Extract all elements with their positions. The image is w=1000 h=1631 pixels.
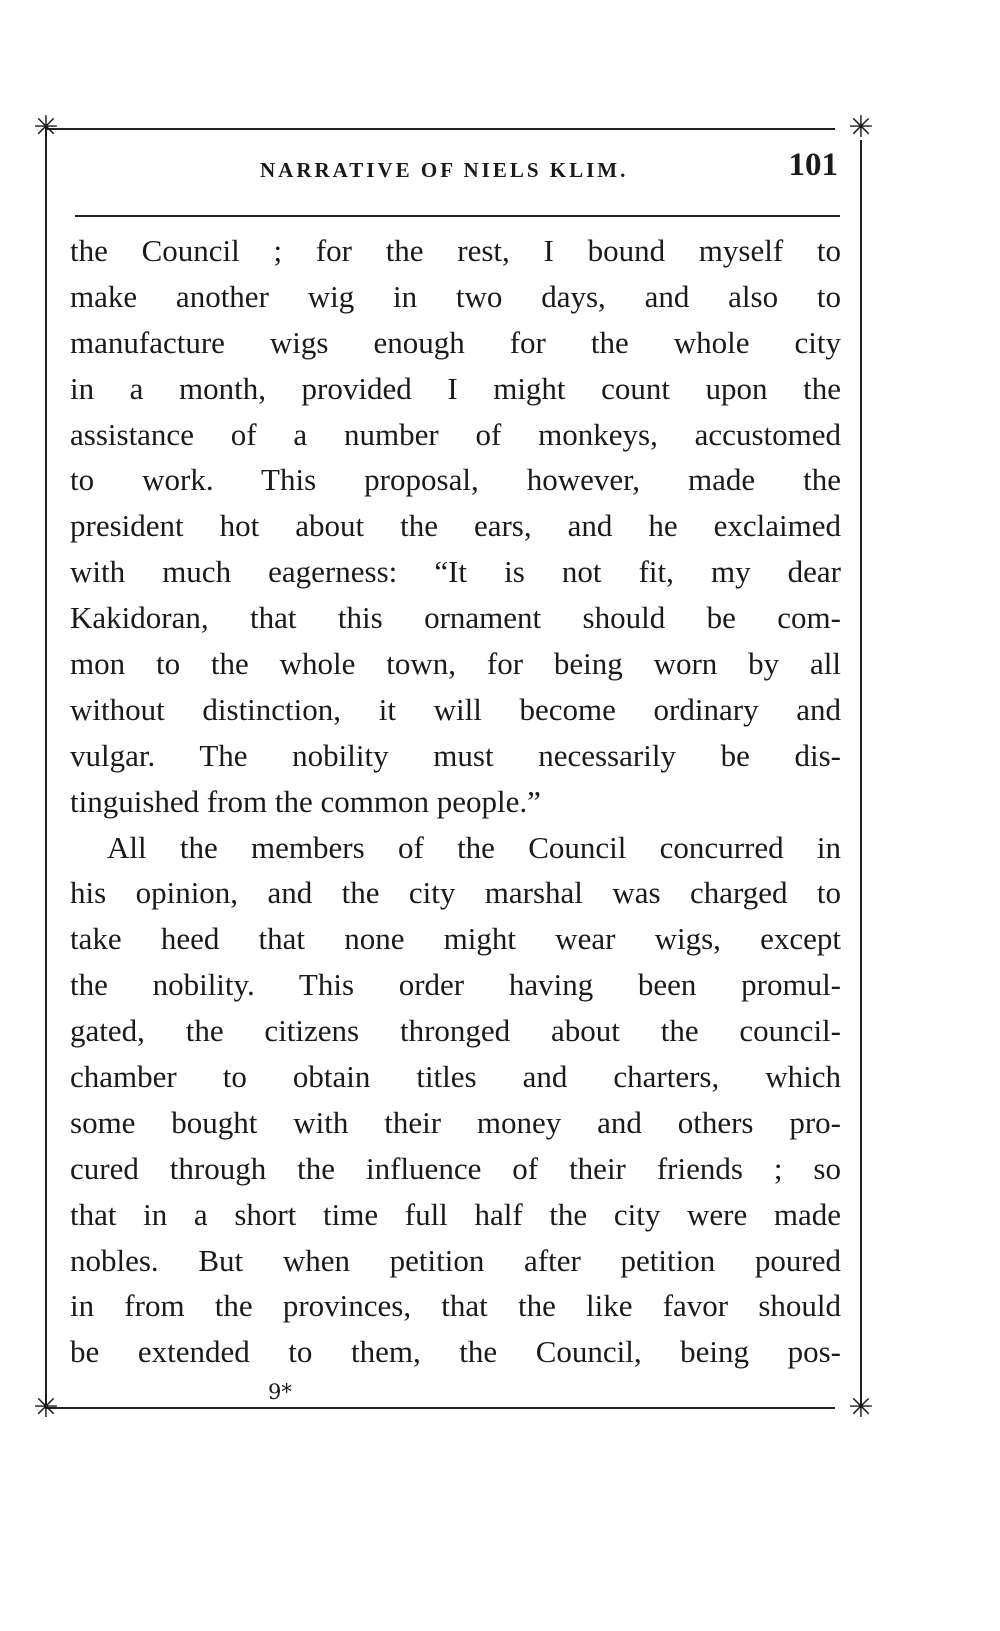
text-line: make another wig in two days, and also to <box>70 278 841 314</box>
text-line: Kakidoran, that this ornament should be com- <box>70 600 841 636</box>
text-line: in from the provinces, that the like favor should <box>70 1288 841 1324</box>
text-line: gated, the citizens thronged about the council- <box>70 1013 841 1049</box>
running-title: NARRATIVE OF NIELS KLIM. <box>260 158 629 182</box>
text-line: the Council ; for the rest, I bound myself to <box>70 233 841 268</box>
signature-mark: 9* <box>268 1380 292 1404</box>
text-line: vulgar. The nobility must necessarily be dis- <box>70 737 841 773</box>
text-line: president hot about the ears, and he exclaimed <box>70 508 841 544</box>
text-line: his opinion, and the city marshal was charged to <box>70 875 841 911</box>
text-line: tinguished from the common people.” <box>70 783 541 819</box>
text-line: assistance of a number of monkeys, accustomed <box>70 416 841 452</box>
frame-top-rule <box>45 128 835 130</box>
page-number: 101 <box>788 147 838 183</box>
corner-star-top-left-icon: ✳ <box>33 110 59 145</box>
text-line: with much eagerness: “It is not fit, my dear <box>70 554 841 590</box>
text-line: chamber to obtain titles and charters, which <box>70 1059 841 1095</box>
header-rule <box>75 215 840 217</box>
text-line: some bought with their money and others pro- <box>70 1104 841 1140</box>
text-line: in a month, provided I might count upon the <box>70 370 841 406</box>
text-line: mon to the whole town, for being worn by all <box>70 646 841 682</box>
text-line: be extended to them, the Council, being pos- <box>70 1334 841 1370</box>
text-line: without distinction, it will become ordinary and <box>70 691 841 727</box>
body-text <box>70 228 841 1375</box>
frame-right-rule <box>860 140 862 1407</box>
text-line: manufacture wigs enough for the whole city <box>70 324 841 360</box>
paragraph <box>70 228 841 825</box>
frame-bottom-rule <box>45 1407 835 1409</box>
text-line: cured through the influence of their friends ; so <box>70 1150 841 1186</box>
frame-left-rule <box>45 130 47 1407</box>
text-line: nobles. But when petition after petition poured <box>70 1242 841 1278</box>
corner-star-top-right-icon: ✳ <box>848 110 874 145</box>
paragraph <box>70 825 841 1376</box>
text-line: take heed that none might wear wigs, except <box>70 921 841 957</box>
page-header <box>70 145 840 195</box>
text-line: the nobility. This order having been promul- <box>70 967 841 1003</box>
text-line: to work. This proposal, however, made the <box>70 462 841 498</box>
corner-star-bottom-left-icon: ✳ <box>33 1390 59 1425</box>
corner-star-bottom-right-icon: ✳ <box>848 1390 874 1425</box>
text-line: All the members of the Council concurred in <box>107 829 841 865</box>
text-line: that in a short time full half the city were made <box>70 1196 841 1232</box>
